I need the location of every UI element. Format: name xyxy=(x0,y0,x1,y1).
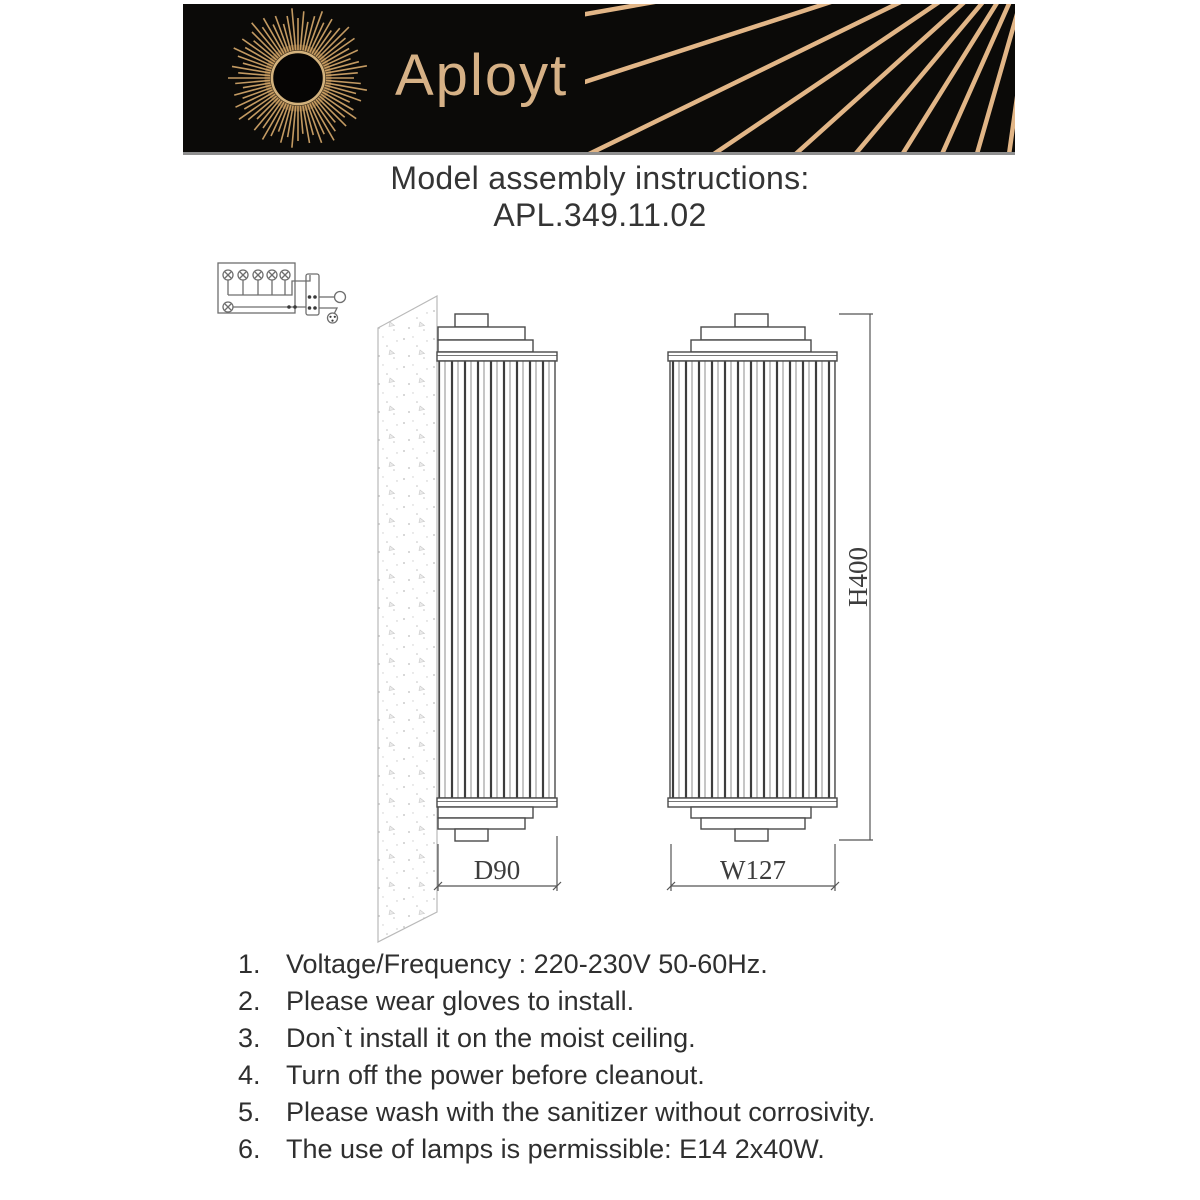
item-number: 2. xyxy=(238,986,261,1016)
lamp-side-view xyxy=(437,314,557,841)
item-text: Please wear gloves to install. xyxy=(286,986,635,1016)
lamp-front-view xyxy=(668,314,837,841)
sunburst-logo-icon xyxy=(218,4,378,155)
item-number: 5. xyxy=(238,1097,261,1127)
dim-label-w127: W127 xyxy=(720,855,786,885)
list-item xyxy=(238,1131,875,1168)
wall-panel xyxy=(378,296,437,942)
list-item xyxy=(238,1094,875,1131)
item-text: Voltage/Frequency : 220-230V 50-60Hz. xyxy=(286,949,768,979)
document-title xyxy=(0,160,1200,234)
item-text: Please wash with the sanitizer without corrosivity. xyxy=(286,1097,876,1127)
dimension-d90 xyxy=(434,836,561,891)
dim-label-h400: H400 xyxy=(843,547,873,607)
item-text: Don`t install it on the moist ceiling. xyxy=(286,1023,696,1053)
list-item xyxy=(238,1057,875,1094)
item-number: 6. xyxy=(238,1134,261,1164)
item-text: The use of lamps is permissible: E14 2x40W. xyxy=(286,1134,825,1164)
item-text: Turn off the power before cleanout. xyxy=(286,1060,705,1090)
switch-symbol xyxy=(335,292,346,303)
corner-rays-icon xyxy=(585,4,1015,152)
title-line1: Model assembly instructions: xyxy=(390,160,810,196)
brand-wordmark: Aployt xyxy=(395,43,569,108)
lamp-symbols xyxy=(223,270,290,295)
wiring-diagram xyxy=(218,263,346,323)
list-item xyxy=(238,1020,875,1057)
item-number: 4. xyxy=(238,1060,261,1090)
dimension-w127 xyxy=(667,844,839,891)
list-item xyxy=(238,983,875,1020)
brand-banner xyxy=(183,4,1015,155)
list-item xyxy=(238,946,875,983)
technical-drawing xyxy=(190,250,900,960)
dimension-h400 xyxy=(839,314,873,840)
dim-label-d90: D90 xyxy=(473,855,521,885)
item-number: 1. xyxy=(238,949,261,979)
title-line2: APL.349.11.02 xyxy=(493,197,707,233)
item-number: 3. xyxy=(238,1023,261,1053)
instruction-list xyxy=(238,946,875,1168)
